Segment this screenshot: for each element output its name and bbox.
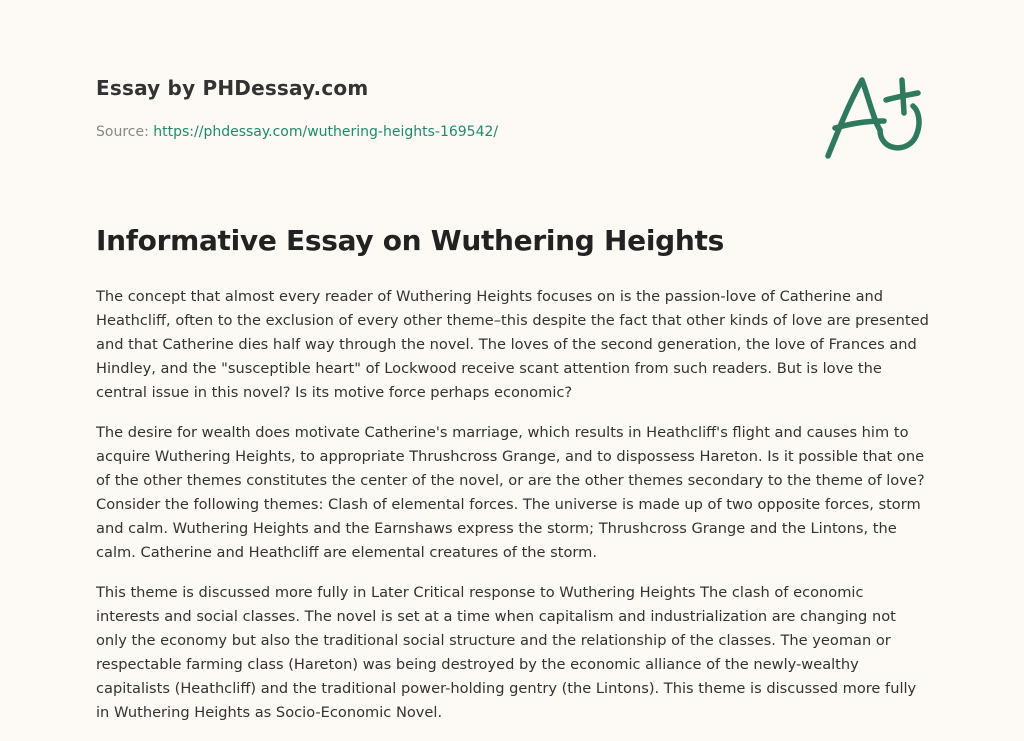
source-link[interactable]: https://phdessay.com/wuthering-heights-169542/ [153,124,499,140]
a-plus-logo-icon [818,66,930,166]
essay-body [96,285,930,741]
source-line [96,124,498,140]
paragraph: This theme is discussed more fully in Later Critical response to Wuthering Heights The clash of economic interests and social classes. The novel is set at a time when capitalism and industrialization are changing not only the economy but also the traditional social structure and the relationship of the classes. The yeoman or respectable farming class (Hareton) was being destroyed by the economic alliance of the newly-wealthy capitalists (Heathcliff) and the traditional power-holding gentry (the Lintons). This theme is discussed more fully in Wuthering Heights as Socio-Economic Novel. [96,584,917,721]
brand-title: Essay by PHDessay.com [96,76,369,100]
source-label: Source: [96,124,149,140]
paragraph: The desire for wealth does motivate Catherine's marriage, which results in Heathcliff's flight and causes him to acquire Wuthering Heights, to appropriate Thrushcross Grange, and to dispossess Hareton. Is it possible that one of the other themes constitutes the center of the novel, or are the other themes secondary to the theme of love? Consider the following themes: Clash of elemental forces. The universe is made up of two opposite forces, storm and calm. Wuthering Heights and the Earnshaws express the storm; Thrushcross Grange and the Lintons, the calm. Catherine and Heathcliff are elemental creatures of the storm. [96,424,925,561]
paragraph: The concept that almost every reader of Wuthering Heights focuses on is the passion-love of Catherine and Heathcliff, often to the exclusion of every other theme–this despite the fact that other kinds of love are presented and that Catherine dies half way through the novel. The loves of the second generation, the love of Frances and Hindley, and the "susceptible heart" of Lockwood receive scant attention from such readers. But is love the central issue in this novel? Is its motive force perhaps economic? [96,288,929,401]
site-header [96,76,368,100]
essay-title: Informative Essay on Wuthering Heights [96,224,724,257]
